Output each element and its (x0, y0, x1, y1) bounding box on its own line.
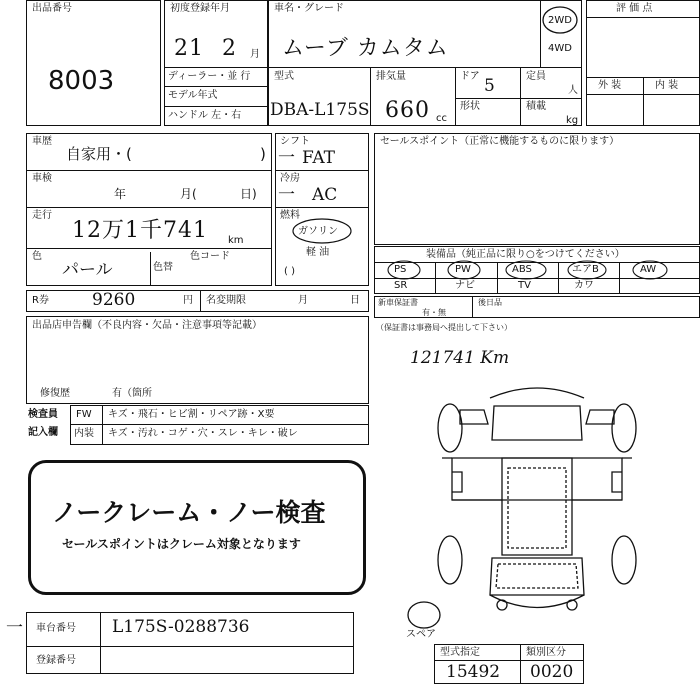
equip-pw: PW (455, 264, 471, 275)
equip-abs: ABS (512, 264, 532, 275)
repair-label: 修復歴 (40, 388, 70, 399)
color-label: 色 (32, 251, 42, 262)
equip-circles (374, 250, 700, 282)
model-label: 型式 (274, 71, 294, 82)
fuel-gas-circle (290, 216, 354, 246)
mileage-value: 12万1千741 (72, 218, 208, 243)
mileage-label: 走行 (32, 210, 52, 221)
aircon-value: AC (312, 185, 338, 205)
color-code-label: 色コード (190, 251, 230, 262)
eval-label: 評 価 点 (616, 3, 653, 14)
equip-sr: SR (394, 280, 408, 291)
first-reg-month-unit: 月 (250, 49, 260, 60)
doors-value: 5 (484, 76, 495, 96)
recycle-box (26, 290, 369, 312)
inspector-fw-text: キズ・飛石・ヒビ割・リペア跡・X要 (108, 409, 275, 420)
warranty-label: 新車保証書 (378, 298, 418, 307)
model-year-label: モデル年式 (168, 90, 218, 101)
inspection-year: 年 (114, 187, 127, 201)
capacity-label: 定員 (526, 71, 546, 82)
equip-navi: ナビ (455, 280, 475, 291)
capacity-unit: 人 (568, 85, 578, 96)
drive-circle (540, 2, 580, 36)
warranty-note: （保証書は事務局へ提出して下さい） (376, 323, 512, 332)
first-reg-box (164, 0, 268, 126)
color-value: パール (62, 260, 113, 280)
fuel-label: 燃料 (280, 210, 300, 221)
aircon-label: 冷房 (280, 173, 300, 184)
equip-aw: AW (640, 264, 657, 275)
chassis-value: L175S-0288736 (112, 617, 250, 637)
shift-value: FAT (302, 148, 336, 168)
eval-exterior: 外 装 (598, 80, 622, 91)
declaration-label: 出品店申告欄（不良内容・欠品・注意事項等記載） (32, 320, 262, 331)
first-reg-year: 21 (174, 36, 204, 61)
mileage-unit: km (228, 235, 244, 246)
inspector-fw: FW (76, 409, 92, 420)
equip-airbag: エアB (572, 264, 599, 275)
warranty-afterday: 後日品 (478, 298, 502, 307)
name-grade-label: 車名・グレード (274, 3, 344, 14)
history-value: 自家用・( (66, 145, 132, 163)
spare-label: スペア (406, 629, 436, 640)
displacement-value: 660 (385, 98, 430, 123)
lot-box (26, 0, 161, 126)
history-close: ) (260, 145, 266, 163)
load-label: 積載 (526, 101, 546, 112)
transfer-day: 日 (350, 295, 360, 306)
dealer-label: ディーラー・並 行 (168, 71, 251, 82)
name-grade-value: ムーブ カムタム (282, 36, 449, 61)
spare-tire-icon (404, 600, 444, 630)
displacement-label: 排気量 (376, 71, 406, 82)
first-reg-label: 初度登録年月 (170, 3, 230, 14)
fuel-paren: ( ) (284, 266, 295, 277)
inspector-label-2: 記入欄 (28, 427, 58, 438)
category-label: 類別区分 (526, 647, 566, 658)
transfer-month: 月 (298, 295, 308, 306)
inspector-label-1: 検査員 (28, 409, 58, 420)
mileage-note: 121741 Km (410, 348, 510, 368)
type-designation-label: 型式指定 (440, 647, 480, 658)
inspector-int-text: キズ・汚れ・コゲ・穴・スレ・キレ・破レ (108, 428, 298, 439)
equip-ps: PS (394, 264, 407, 275)
sales-point-label: セールスポイント（正常に機能するものに限ります） (380, 136, 620, 147)
recycle-label: R券 (32, 295, 49, 306)
equip-tv: TV (518, 280, 531, 291)
equip-leather: カワ (574, 280, 594, 291)
fuel-diesel: 軽 油 (306, 247, 330, 258)
color-change-label: 色替 (153, 262, 173, 273)
transfer-label: 名変期限 (206, 295, 246, 306)
chassis-dash: 一 (6, 618, 23, 638)
category-value: 0020 (530, 662, 574, 682)
warranty-options: 有・無 (422, 308, 446, 317)
eval-interior: 内 装 (655, 80, 679, 91)
first-reg-month: 2 (222, 36, 237, 61)
noclaim-box (28, 460, 366, 595)
repair-value: 有（箇所 (112, 388, 152, 399)
shift-label: シフト (280, 136, 310, 147)
lot-label: 出品番号 (32, 3, 72, 14)
type-designation-value: 15492 (446, 662, 501, 682)
sales-point-box (374, 133, 700, 245)
aircon-dash: 一 (278, 185, 295, 205)
inspection-month: 月( (180, 187, 197, 201)
displacement-unit: cc (436, 113, 447, 124)
model-value: DBA-L175S (270, 100, 370, 120)
drive-4wd: 4WD (548, 43, 572, 54)
inspection-day: 日) (240, 187, 257, 201)
shape-label: 形状 (460, 101, 480, 112)
recycle-value: 9260 (92, 290, 136, 310)
recycle-unit: 円 (183, 295, 193, 306)
doors-label: ドア (460, 71, 480, 82)
equipment-label: 装備品（純正品に限り○をつけてください） (426, 249, 625, 260)
car-diagram (432, 380, 642, 630)
fuel-gas: ガソリン (298, 226, 338, 237)
registration-label: 登録番号 (36, 655, 76, 666)
handle-label: ハンドル 左・右 (168, 110, 242, 121)
chassis-label: 車台番号 (36, 623, 76, 634)
noclaim-subtitle: セールスポイントはクレーム対象となります (62, 537, 301, 551)
drive-2wd: 2WD (548, 15, 572, 26)
noclaim-title: ノークレーム・ノー検査 (52, 498, 326, 527)
history-label: 車歴 (32, 136, 52, 147)
shift-dash: 一 (278, 148, 295, 168)
inspection-label: 車検 (32, 173, 52, 184)
load-unit: kg (566, 115, 579, 126)
inspector-int: 内装 (74, 428, 94, 439)
lot-number: 8003 (48, 66, 115, 96)
